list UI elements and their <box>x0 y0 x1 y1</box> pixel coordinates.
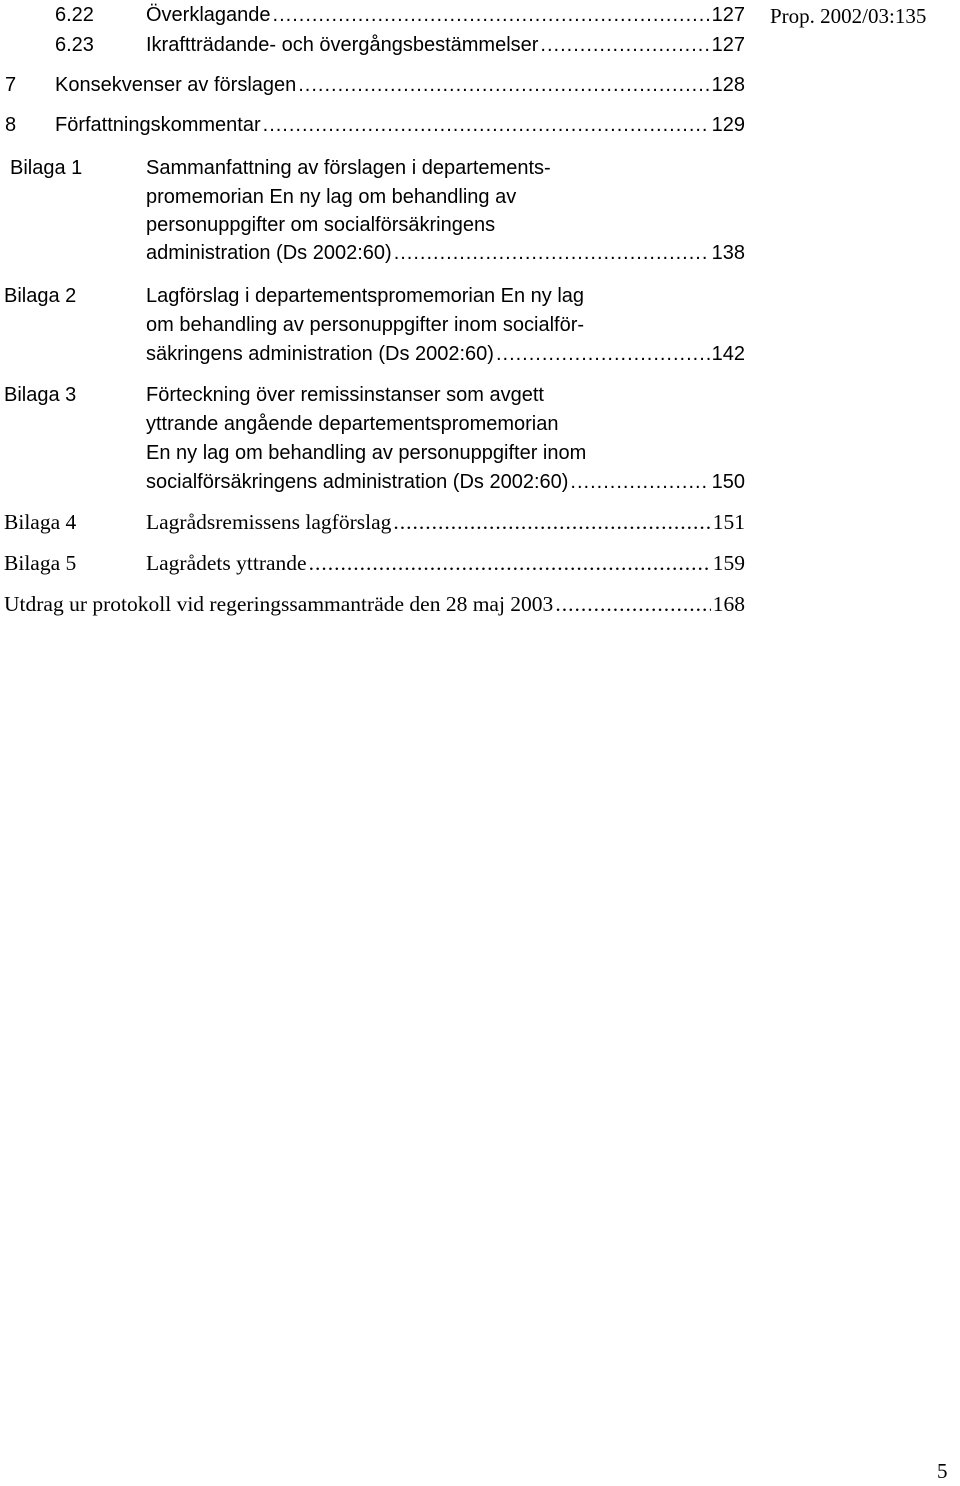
appendix-title-line: Lagförslag i departementspromemorian En ny lag <box>146 285 585 307</box>
section-title: Konsekvenser av förslagen <box>55 74 297 96</box>
page-ref: 151 <box>712 510 745 534</box>
appendix-label: Bilaga 1 <box>10 157 83 179</box>
section-number: 6.22 <box>55 4 94 26</box>
dot-leader <box>309 550 711 576</box>
appendix-title-line: Sammanfattning av förslagen i departements- <box>146 157 551 179</box>
appendix-title-line: personuppgifter om socialförsäkringens <box>146 214 496 236</box>
page-ref: 127 <box>711 34 745 56</box>
appendix-title: Lagrådsremissens lagförslag <box>146 510 392 534</box>
section-number: 8 <box>5 114 17 136</box>
page-ref: 159 <box>712 551 745 575</box>
dot-leader <box>263 112 710 138</box>
appendix-title-line: promemorian En ny lag om behandling av <box>146 186 517 208</box>
dot-leader <box>273 2 710 28</box>
page-ref: 127 <box>711 4 745 26</box>
appendix-title-line: säkringens administration (Ds 2002:60) <box>146 343 494 365</box>
appendix-title-line: socialförsäkringens administration (Ds 2002:60) <box>146 471 569 493</box>
appendix-title-line: yttrande angående departementspromemorian <box>146 413 559 435</box>
section-title: Författningskommentar <box>55 114 261 136</box>
appendix-label: Bilaga 3 <box>4 384 77 406</box>
section-title: Överklagande <box>146 4 271 26</box>
appendix-title-line: En ny lag om behandling av personuppgifter inom <box>146 442 587 464</box>
dot-leader <box>570 469 709 495</box>
appendix-title-line: administration (Ds 2002:60) <box>146 242 392 264</box>
page-ref: 129 <box>711 114 745 136</box>
dot-leader <box>393 509 710 535</box>
page-ref: 138 <box>711 242 745 264</box>
entry-title: Utdrag ur protokoll vid regeringssammanträde den 28 maj 2003 <box>4 592 554 616</box>
dot-leader <box>394 240 710 266</box>
page-ref: 150 <box>711 471 745 493</box>
dot-leader <box>540 32 709 58</box>
appendix-label: Bilaga 2 <box>4 285 77 307</box>
appendix-label: Bilaga 5 <box>4 551 77 575</box>
page-ref: 142 <box>711 343 745 365</box>
dot-leader <box>298 72 709 98</box>
section-number: 7 <box>5 74 17 96</box>
section-title: Ikraftträdande- och övergångsbestämmelser <box>146 34 539 56</box>
dot-leader <box>496 341 710 367</box>
page-ref: 128 <box>711 74 745 96</box>
appendix-title-line: om behandling av personuppgifter inom socialför- <box>146 314 585 336</box>
appendix-label: Bilaga 4 <box>4 510 77 534</box>
dot-leader <box>555 591 710 617</box>
page-number: 5 <box>937 1459 948 1483</box>
page-ref: 168 <box>712 592 745 616</box>
appendix-title-line: Förteckning över remissinstanser som avgett <box>146 384 544 406</box>
appendix-title: Lagrådets yttrande <box>146 551 307 575</box>
document-reference: Prop. 2002/03:135 <box>770 4 927 28</box>
section-number: 6.23 <box>55 34 94 56</box>
